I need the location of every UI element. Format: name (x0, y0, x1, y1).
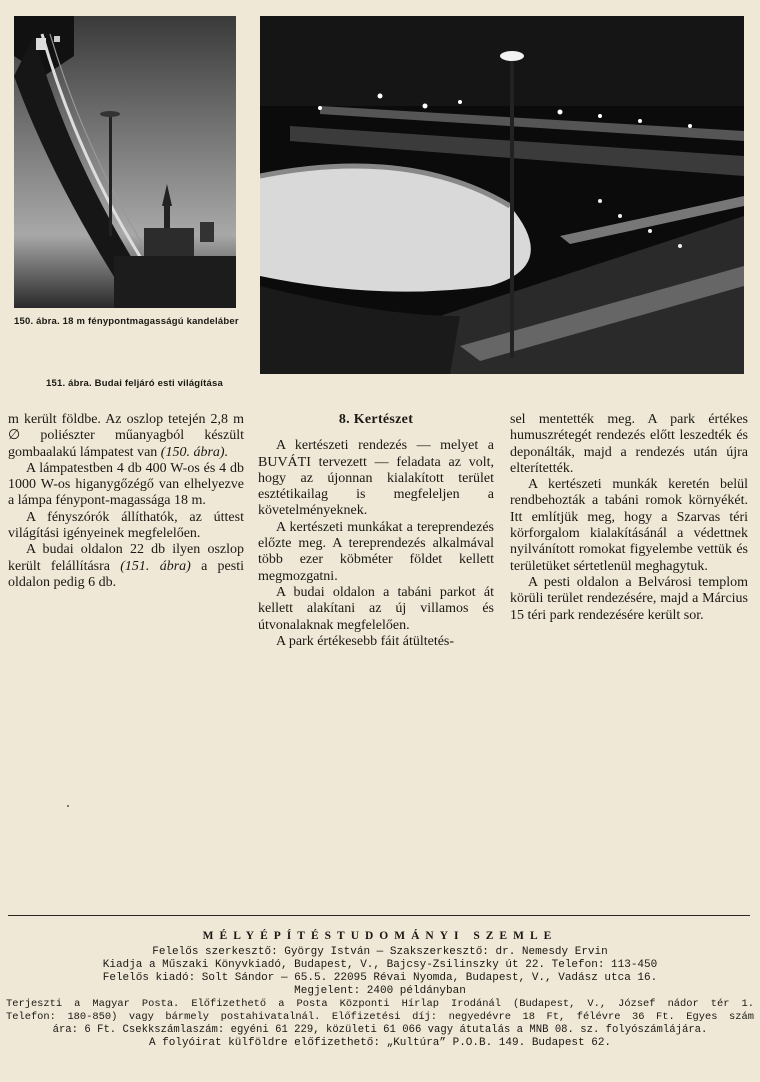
imprint-line: A folyóirat külföldre előfizethető: „Kultúra” P.O.B. 149. Budapest 62. (148, 1037, 612, 1049)
text-column-2 (258, 412, 494, 650)
section-heading: 8. Kertészet (338, 412, 414, 427)
paragraph: sel mentették meg. A park értékes humuszrétegét rendezés előtt leszedték és deponálták, majd a rendezés után újra elterítették. (510, 412, 748, 476)
paragraph-text: A budai oldalon 22 db ilyen oszlop került felállításra (8, 542, 244, 574)
journal-masthead: MÉLYÉPÍTÉSTUDOMÁNYI SZEMLE (202, 930, 558, 942)
paragraph: A lámpatestben 4 db 400 W-os és 4 db 1000 W-os higanygőzégő van elhelyezve a lámpa fénypont-magassága 18 m. (8, 460, 244, 509)
imprint-line: Telefon: 180-850) vagy bármely postahivatalnál. Előfizetési díj: negyedévre 18 Ft, félévre 36 Ft. Egyes szám (6, 1011, 754, 1023)
imprint-line: Megjelent: 2400 példányban (294, 985, 466, 997)
paragraph: A kertészeti munkákat a tereprendezés előzte meg. A tereprendezés alkalmával több ezer köbméter földet kellett megmozgatni. (258, 519, 494, 584)
imprint-line: Felelős szerkesztő: György István — Szakszerkesztő: dr. Nemesdy Ervin (152, 946, 608, 958)
speck (67, 805, 69, 807)
figure-150-photo (14, 16, 236, 308)
paragraph: A park értékesebb fáit átültetés- (276, 633, 455, 649)
figure-reference: (151. ábra) (120, 558, 191, 574)
figure-150-caption: 150. ábra. 18 m fénypontmagasságú kandeláber (14, 316, 239, 327)
paragraph: A budai oldalon a tabáni parkot át kellett alakítani az új villamos és útvonalaknak megfelelően. (258, 584, 494, 633)
imprint-divider (8, 915, 750, 916)
figure-reference: (150. ábra). (160, 444, 229, 460)
paragraph (8, 412, 244, 461)
imprint-line: ára: 6 Ft. Csekkszámlaszám: egyéni 61 229, közületi 61 066 vagy átutalás a MNB 08. sz. folyószámlájára. (52, 1024, 708, 1036)
paragraph (8, 542, 244, 591)
imprint-line: Felelős kiadó: Solt Sándor — 65.5. 22095 Révai Nyomda, Budapest, V., Vadász utca 16. (102, 972, 658, 984)
imprint-line: Kiadja a Műszaki Könyvkiadó, Budapest, V., Bajcsy-Zsilinszky út 22. Telefon: 113-450 (102, 959, 658, 971)
text-column-1 (8, 412, 244, 591)
text-column-3 (510, 412, 748, 624)
paragraph: A kertészeti munkák keretén belül rendbehozták a tabáni romok környékét. Itt említjük meg, hogy a Szarvas téri körforgalom kialakításánál a védettnek nyilvánított romokat figyelembe vettük és területüket sértetlenül meghagytuk. (510, 477, 748, 574)
figure-151-photo (260, 16, 744, 374)
paragraph: A kertészeti rendezés — melyet a BUVÁTI tervezett — feladata az volt, hogy az újonnan kialakított terület esztétikailag is megfeleljen a követelményeknek. (258, 438, 494, 519)
paragraph-text: m került földbe. Az oszlop tetején 2,8 m ∅ poliészter műanyagból készült gombaalakú lámpatest van (8, 412, 244, 460)
imprint-line: Terjeszti a Magyar Posta. Előfizethető a Posta Központi Hírlap Irodánál (Budapest, V., József nádor tér 1. (6, 998, 754, 1010)
paragraph: A fényszórók állíthatók, az úttest világítási igényeinek megfelelően. (8, 509, 244, 542)
paragraph: A pesti oldalon a Belvárosi templom körüli terület rendezésére, majd a Március 15 téri park rendezésére került sor. (510, 574, 748, 623)
figure-151-caption: 151. ábra. Budai feljáró esti világítása (46, 378, 223, 389)
paragraph-text: a pesti oldalon pedig 6 db. (8, 558, 244, 590)
